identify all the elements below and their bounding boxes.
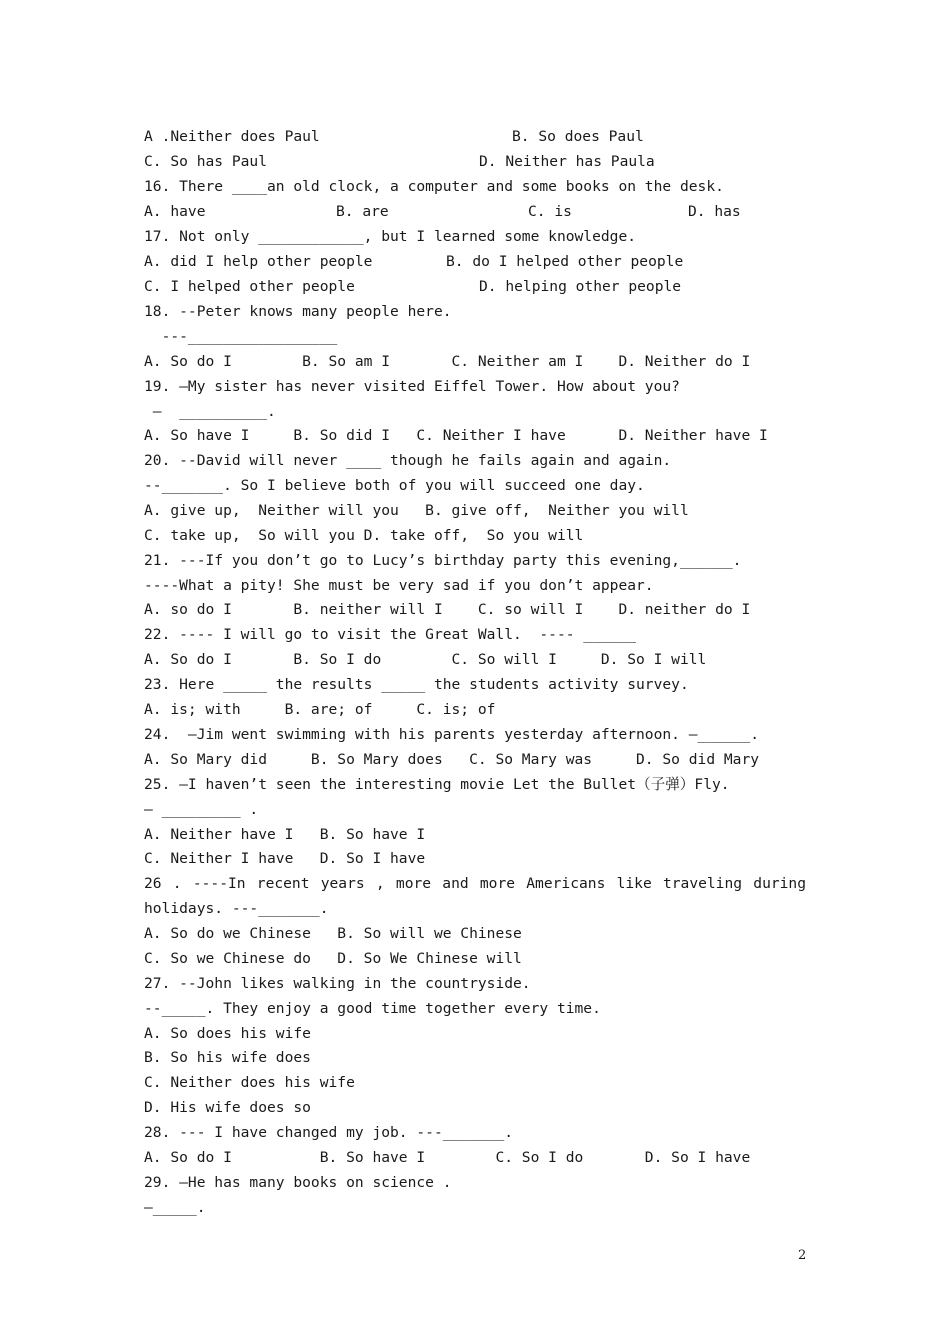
q17-option-d: D. helping other people xyxy=(479,278,682,295)
q15-option-d: D. Neither has Paula xyxy=(479,153,655,170)
q20-reply: --_______. So I believe both of you will succeed one day. xyxy=(144,477,645,494)
q17-option-c: C. I helped other people xyxy=(144,278,355,295)
q20-question: 20. --David will never ____ though he fails again and again. xyxy=(144,452,672,469)
q18-answer-blank: ---_________________ xyxy=(144,328,338,345)
q21-options: A. so do I B. neither will I C. so will I D. neither do I xyxy=(144,601,751,618)
q23-options: A. is; with B. are; of C. is; of xyxy=(144,701,496,718)
q25-answer-blank: — _________ . xyxy=(144,801,259,818)
q29-question: 29. —He has many books on science . xyxy=(144,1174,452,1191)
q16-option-b: B. are xyxy=(336,203,389,220)
q21-question: 21. ---If you don’t go to Lucy’s birthday party this evening,______. xyxy=(144,552,742,569)
q26-question: 26 . ----In recent years , more and more Americans like traveling during xyxy=(144,875,806,892)
q29-answer-blank: —_____. xyxy=(144,1199,206,1216)
page-number: 2 xyxy=(798,1248,807,1263)
q25-question: 25. —I haven’t seen the interesting movie Let the Bullet（子弹）Fly. xyxy=(144,776,730,793)
q27-reply: --_____. They enjoy a good time together every time. xyxy=(144,1000,601,1017)
q20-options-cd: C. take up, So will you D. take off, So you will xyxy=(144,527,584,544)
q15-option-a: A .Neither does Paul xyxy=(144,128,320,145)
q28-options: A. So do I B. So have I C. So I do D. So I have xyxy=(144,1149,751,1166)
q18-question: 18. --Peter knows many people here. xyxy=(144,303,452,320)
q15-option-c: C. So has Paul xyxy=(144,153,268,170)
q20-options-ab: A. give up, Neither will you B. give off, Neither you will xyxy=(144,502,689,519)
q16-option-c: C. is xyxy=(528,203,572,220)
q18-options: A. So do I B. So am I C. Neither am I D. Neither do I xyxy=(144,353,751,370)
q24-question: 24. –Jim went swimming with his parents yesterday afternoon. –______. xyxy=(144,726,760,743)
q21-reply: ----What a pity! She must be very sad if you don’t appear. xyxy=(144,577,654,594)
q28-question: 28. --- I have changed my job. ---_______. xyxy=(144,1124,514,1141)
q27-option-a: A. So does his wife xyxy=(144,1025,311,1042)
q17-option-a: A. did I help other people xyxy=(144,253,373,270)
q26-question-cont: holidays. ---_______. xyxy=(144,900,329,917)
q25-options-ab: A. Neither have I B. So have I xyxy=(144,826,426,843)
q27-option-b: B. So his wife does xyxy=(144,1049,311,1066)
q26-options-ab: A. So do we Chinese B. So will we Chinese xyxy=(144,925,522,942)
q23-question: 23. Here _____ the results _____ the students activity survey. xyxy=(144,676,689,693)
q19-answer-blank: – __________. xyxy=(144,403,276,420)
q15-option-b: B. So does Paul xyxy=(512,128,644,145)
q22-options: A. So do I B. So I do C. So will I D. So I will xyxy=(144,651,707,668)
q26-options-cd: C. So we Chinese do D. So We Chinese will xyxy=(144,950,522,967)
q27-question: 27. --John likes walking in the countryside. xyxy=(144,975,531,992)
q17-option-b: B. do I helped other people xyxy=(446,253,684,270)
q17-question: 17. Not only ____________, but I learned some knowledge. xyxy=(144,228,637,245)
q27-option-c: C. Neither does his wife xyxy=(144,1074,355,1091)
q19-question: 19. –My sister has never visited Eiffel Tower. How about you? xyxy=(144,378,680,395)
q25-options-cd: C. Neither I have D. So I have xyxy=(144,850,426,867)
q16-option-a: A. have xyxy=(144,203,206,220)
q24-options: A. So Mary did B. So Mary does C. So Mary was D. So did Mary xyxy=(144,751,760,768)
q19-options: A. So have I B. So did I C. Neither I have D. Neither have I xyxy=(144,427,768,444)
q27-option-d: D. His wife does so xyxy=(144,1099,311,1116)
q16-question: 16. There ____an old clock, a computer and some books on the desk. xyxy=(144,178,724,195)
q16-option-d: D. has xyxy=(688,203,741,220)
q22-question: 22. ---- I will go to visit the Great Wall. ---- ______ xyxy=(144,626,637,643)
